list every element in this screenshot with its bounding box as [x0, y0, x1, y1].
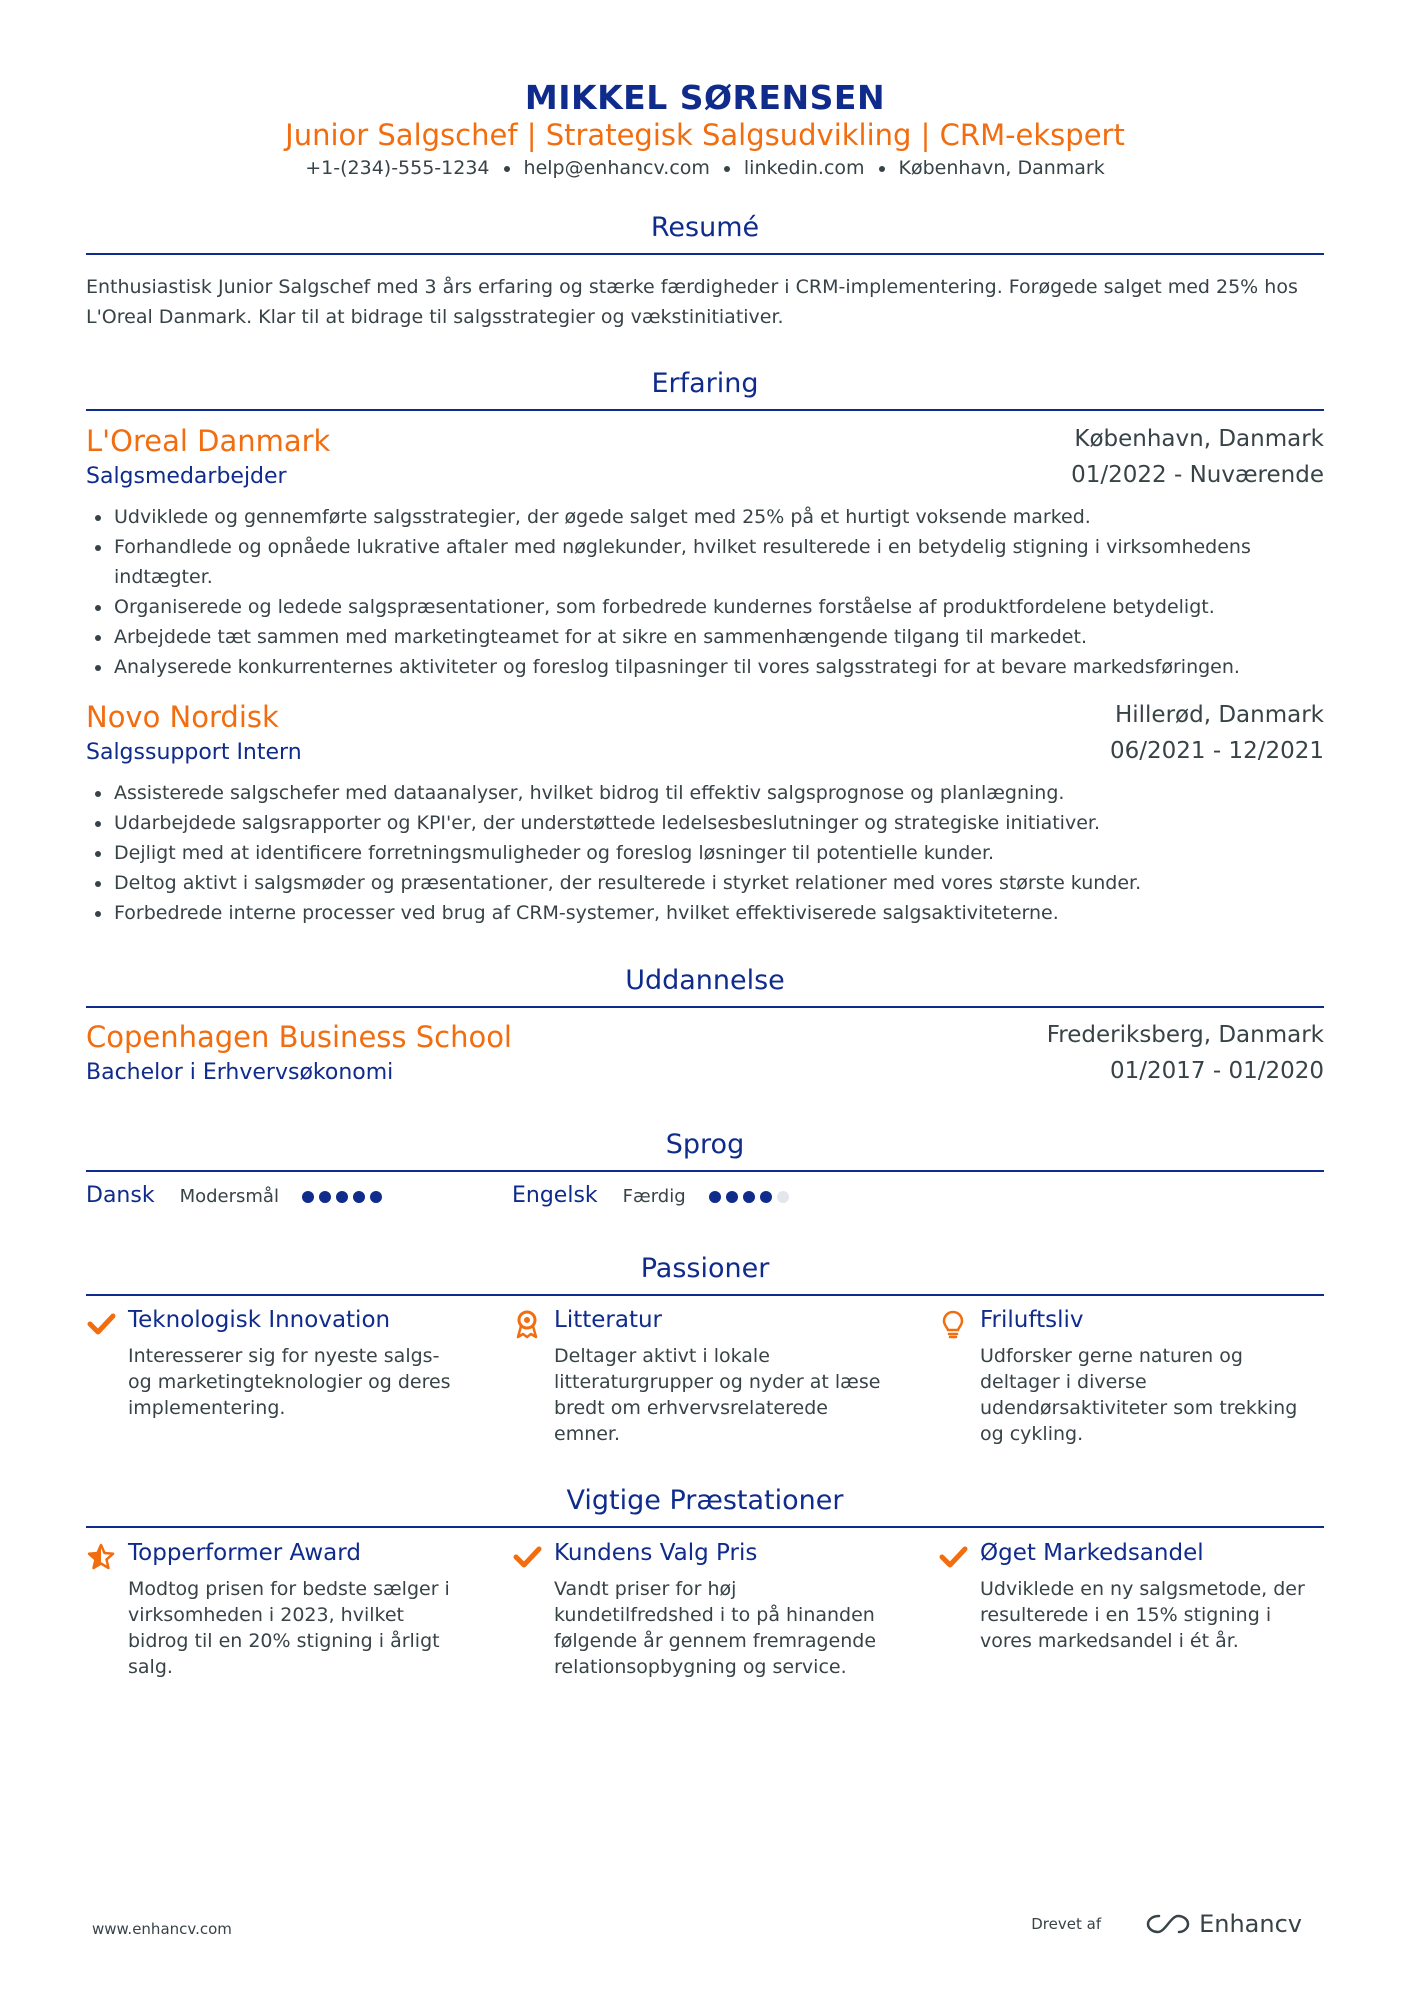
- job-bullet: Dejligt med at identificere forretningsmuligheder og foreslog løsninger til potentielle kunder.: [86, 838, 1324, 868]
- contact-line: [86, 157, 1324, 179]
- section-title-passions: Passioner: [86, 1253, 1324, 1296]
- job-dates: 01/2022 - Nuværende: [1071, 462, 1324, 488]
- achievement-description: Vandt priser for høj kundetilfredshed i to på hinanden følgende år gennem fremragende relationsopbygning og service.: [554, 1578, 877, 1678]
- section-title-achievements: Vigtige Præstationer: [86, 1485, 1324, 1528]
- job-role: Salgssupport Intern: [86, 740, 302, 765]
- footer-website[interactable]: www.enhancv.com: [92, 1920, 232, 1938]
- language-item: [512, 1183, 794, 1209]
- award-ribbon-icon: [512, 1309, 542, 1339]
- achievement-description: Modtog prisen for bedste sælger i virksomheden i 2023, hvilket bidrog til en 20% stigning i årligt salg.: [128, 1578, 450, 1678]
- job-bullet: Organiserede og ledede salgspræsentationer, som forbedrede kundernes forståelse af produktfordelene betydeligt.: [86, 592, 1324, 622]
- passion-description: Udforsker gerne naturen og deltager i diverse udendørsaktiviteter som trekking og cykling.: [980, 1345, 1298, 1445]
- lightbulb-icon: [938, 1309, 968, 1339]
- language-rating: [709, 1184, 794, 1209]
- job-bullets: [86, 502, 1324, 682]
- rating-dot-empty: [777, 1191, 789, 1203]
- job-bullet: Forhandlede og opnåede lukrative aftaler med nøglekunder, hvilket resulterede i en betydelig stigning i virksomhedens indtægter.: [86, 532, 1324, 592]
- section-title-summary: Resumé: [86, 212, 1324, 255]
- language-item: [86, 1183, 387, 1209]
- achievement-title: Kundens Valg Pris: [554, 1540, 758, 1566]
- separator-dot: [504, 166, 510, 172]
- passion-title: Litteratur: [554, 1307, 662, 1333]
- school-name: Copenhagen Business School: [86, 1020, 512, 1054]
- candidate-headline: Junior Salgschef | Strategisk Salgsudvikling | CRM-ekspert: [285, 118, 1125, 152]
- job-bullet: Udviklede og gennemførte salgsstrategier, der øgede salget med 25% på et hurtigt voksende marked.: [86, 502, 1324, 532]
- rating-dot-filled: [370, 1191, 382, 1203]
- rating-dot-filled: [336, 1191, 348, 1203]
- rating-dot-filled: [709, 1191, 721, 1203]
- education-dates: 01/2017 - 01/2020: [1109, 1058, 1324, 1084]
- contact-location: København, Danmark: [898, 157, 1105, 179]
- rating-dot-filled: [760, 1191, 772, 1203]
- passion-title: Teknologisk Innovation: [128, 1307, 391, 1333]
- language-name: Dansk: [86, 1183, 155, 1208]
- section-title-education: Uddannelse: [86, 965, 1324, 1008]
- job-dates: 06/2021 - 12/2021: [1109, 738, 1324, 764]
- job-location: København, Danmark: [1074, 426, 1324, 452]
- check-icon: [86, 1309, 116, 1339]
- company-name: Novo Nordisk: [86, 700, 279, 734]
- enhancv-logo-icon: [1145, 1912, 1191, 1936]
- job-bullet: Deltog aktivt i salgsmøder og præsentationer, der resulterede i styrket relationer med vores største kunder.: [86, 868, 1324, 898]
- rating-dot-filled: [302, 1191, 314, 1203]
- school-location: Frederiksberg, Danmark: [1046, 1022, 1324, 1048]
- section-title-languages: Sprog: [86, 1129, 1324, 1172]
- check-icon: [512, 1542, 542, 1572]
- candidate-name: MIKKEL SØRENSEN: [524, 78, 886, 117]
- resume-page: [86, 0, 1324, 1995]
- language-level: Modersmål: [179, 1186, 279, 1207]
- job-bullet: Arbejdede tæt sammen med marketingteamet for at sikre en sammenhængende tilgang til markedet.: [86, 622, 1324, 652]
- rating-dot-filled: [726, 1191, 738, 1203]
- contact-phone[interactable]: +1-(234)-555-1234: [305, 157, 490, 179]
- company-name: L'Oreal Danmark: [86, 424, 331, 458]
- job-bullet: Analyserede konkurrenternes aktiviteter og foreslog tilpasninger til vores salgsstrategi for at bevare markedsføringen.: [86, 652, 1324, 682]
- passion-description: Deltager aktivt i lokale litteraturgrupper og nyder at læse bredt om erhvervsrelaterede emner.: [554, 1345, 881, 1445]
- job-bullet: Assisterede salgschefer med dataanalyser, hvilket bidrog til effektiv salgsprognose og planlægning.: [86, 778, 1324, 808]
- achievement-title: Øget Markedsandel: [980, 1540, 1204, 1566]
- footer-branding: [1031, 1910, 1302, 1938]
- job-bullet: Udarbejdede salgsrapporter og KPI'er, der understøttede ledelsesbeslutninger og strategiske initiativer.: [86, 808, 1324, 838]
- rating-dot-filled: [319, 1191, 331, 1203]
- language-name: Engelsk: [512, 1183, 598, 1208]
- separator-dot: [879, 166, 885, 172]
- language-level: Færdig: [622, 1186, 686, 1207]
- achievement-description: Udviklede en ny salgsmetode, der resulterede i en 15% stigning i vores markedsandel i ét år.: [980, 1578, 1305, 1652]
- achievement-title: Topperformer Award: [128, 1540, 361, 1566]
- separator-dot: [724, 166, 730, 172]
- check-icon: [938, 1542, 968, 1572]
- contact-email[interactable]: help@enhancv.com: [523, 157, 710, 179]
- brand-name[interactable]: Enhancv: [1199, 1910, 1302, 1938]
- passion-title: Friluftsliv: [980, 1307, 1084, 1333]
- contact-linkedin[interactable]: linkedin.com: [743, 157, 865, 179]
- job-bullet: Forbedrede interne processer ved brug af CRM-systemer, hvilket effektiviserede salgsaktiviteterne.: [86, 898, 1324, 928]
- language-rating: [302, 1184, 387, 1209]
- rating-dot-filled: [743, 1191, 755, 1203]
- star-icon: [86, 1542, 116, 1572]
- job-bullets: [86, 778, 1324, 928]
- job-role: Salgsmedarbejder: [86, 464, 287, 489]
- job-location: Hillerød, Danmark: [1114, 702, 1324, 728]
- section-title-experience: Erfaring: [86, 368, 1324, 411]
- summary-text: Enthusiastisk Junior Salgschef med 3 års erfaring og stærke færdigheder i CRM-implementering. Forøgede salget med 25% hos L'Oreal Danmark. Klar til at bidrage til salgsstrategier og vækstinitiativer.: [86, 276, 1298, 328]
- rating-dot-filled: [353, 1191, 365, 1203]
- passion-description: Interesserer sig for nyeste salgs- og marketingteknologier og deres implementering.: [128, 1345, 451, 1419]
- degree: Bachelor i Erhvervsøkonomi: [86, 1060, 394, 1085]
- powered-by-label: Drevet af: [1031, 1915, 1102, 1933]
